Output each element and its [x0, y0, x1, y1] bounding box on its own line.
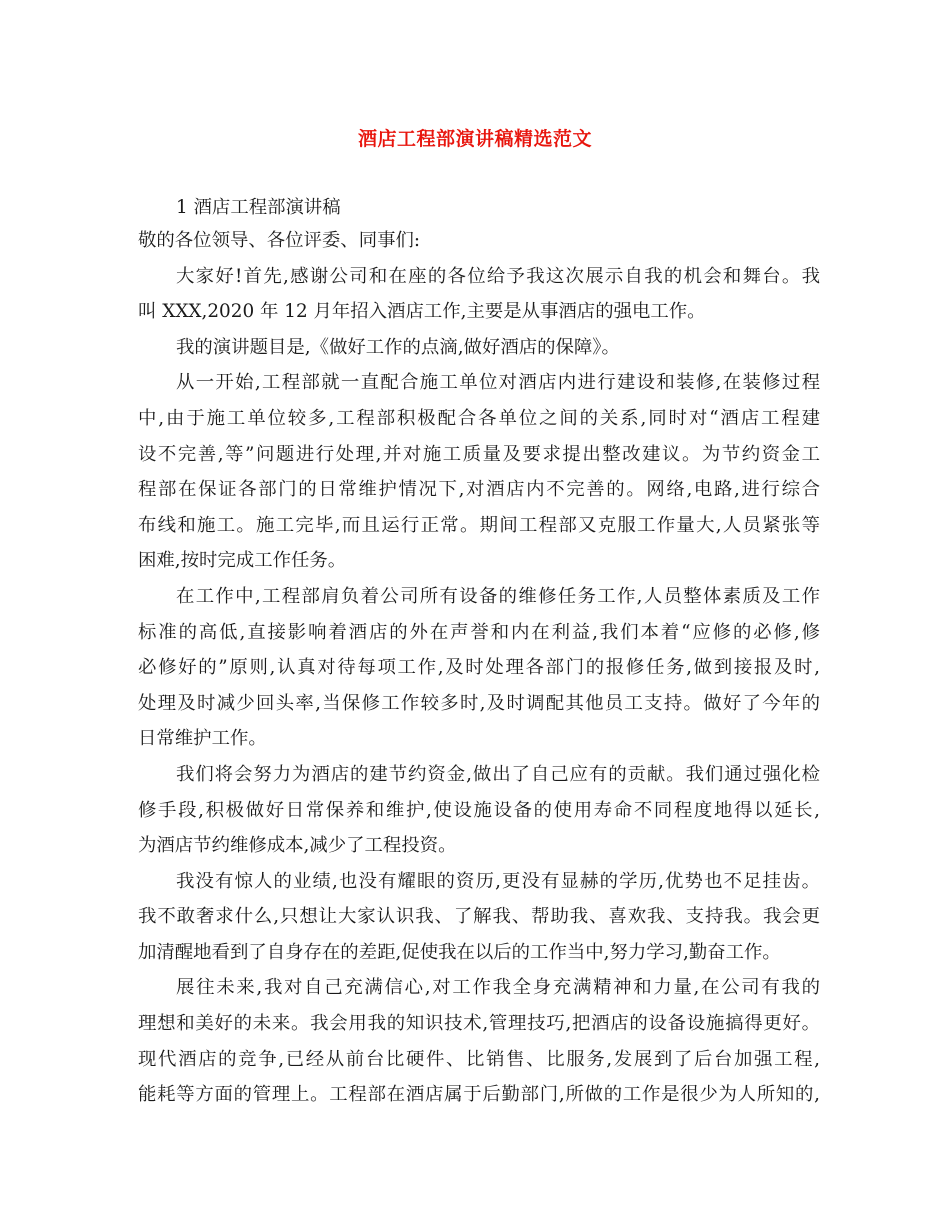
body-line: 现代酒店的竞争,已经从前台比硬件、比销售、比服务,发展到了后台加强工程, — [138, 1048, 820, 1070]
body-line: 理想和美好的未来。我会用我的知识技术,管理技巧,把酒店的设备设施搞得更好。 — [138, 1013, 820, 1035]
body-line: 布线和施工。施工完毕,而且运行正常。期间工程部又克服工作量大,人员紧张等 — [138, 514, 820, 536]
body-line: 日常维护工作。 — [138, 728, 267, 750]
body-line: 敬的各位领导、各位评委、同事们: — [138, 230, 421, 251]
body-line: 我们将会努力为酒店的建节约资金,做出了自己应有的贡献。我们通过强化检 — [176, 763, 820, 785]
body-line: 中,由于施工单位较多,工程部积极配合各单位之间的关系,同时对“酒店工程建 — [138, 407, 820, 429]
body-line: 能耗等方面的管理上。工程部在酒店属于后勤部门,所做的工作是很少为人所知的, — [138, 1084, 820, 1106]
body-line: 加清醒地看到了自身存在的差距,促使我在以后的工作当中,努力学习,勤奋工作。 — [138, 941, 781, 963]
body-line: 设不完善,等”问题进行处理,并对施工质量及要求提出整改建议。为节约资金工 — [138, 443, 820, 465]
body-line: 在工作中,工程部肩负着公司所有设备的维修任务工作,人员整体素质及工作 — [176, 585, 820, 607]
body-line: 程部在保证各部门的日常维护情况下,对酒店内不完善的。网络,电路,进行综合 — [138, 479, 820, 501]
body-line: 叫 XXX,2020 年 12 月年招入酒店工作,主要是从事酒店的强电工作。 — [138, 301, 706, 323]
body-line: 1 酒店工程部演讲稿 — [176, 197, 341, 218]
body-line: 我没有惊人的业绩,也没有耀眼的资历,更没有显赫的学历,优势也不足挂齿。 — [176, 870, 820, 892]
body-line: 必修好的”原则,认真对待每项工作,及时处理各部门的报修任务,做到接报及时, — [138, 657, 820, 679]
document-body — [138, 193, 820, 1113]
body-line: 困难,按时完成工作任务。 — [138, 550, 347, 572]
body-line: 我的演讲题目是,《做好工作的点滴,做好酒店的保障》。 — [176, 336, 620, 358]
document-title: 酒店工程部演讲稿精选范文 — [357, 128, 592, 150]
body-line: 从一开始,工程部就一直配合施工单位对酒店内进行建设和装修,在装修过程 — [176, 372, 820, 394]
body-line: 我不敢奢求什么,只想让大家认识我、了解我、帮助我、喜欢我、支持我。我会更 — [138, 906, 820, 928]
body-line: 为酒店节约维修成本,减少了工程投资。 — [138, 835, 457, 857]
body-line: 大家好!首先,感谢公司和在座的各位给予我这次展示自我的机会和舞台。我 — [176, 265, 820, 287]
body-line: 标准的高低,直接影响着酒店的外在声誉和内在利益,我们本着“应修的必修,修 — [138, 621, 820, 643]
body-line: 处理及时减少回头率,当保修工作较多时,及时调配其他员工支持。做好了今年的 — [138, 692, 820, 714]
body-line: 展往未来,我对自己充满信心,对工作我全身充满精神和力量,在公司有我的 — [176, 977, 820, 999]
body-line: 修手段,积极做好日常保养和维护,使设施设备的使用寿命不同程度地得以延长, — [138, 799, 820, 821]
